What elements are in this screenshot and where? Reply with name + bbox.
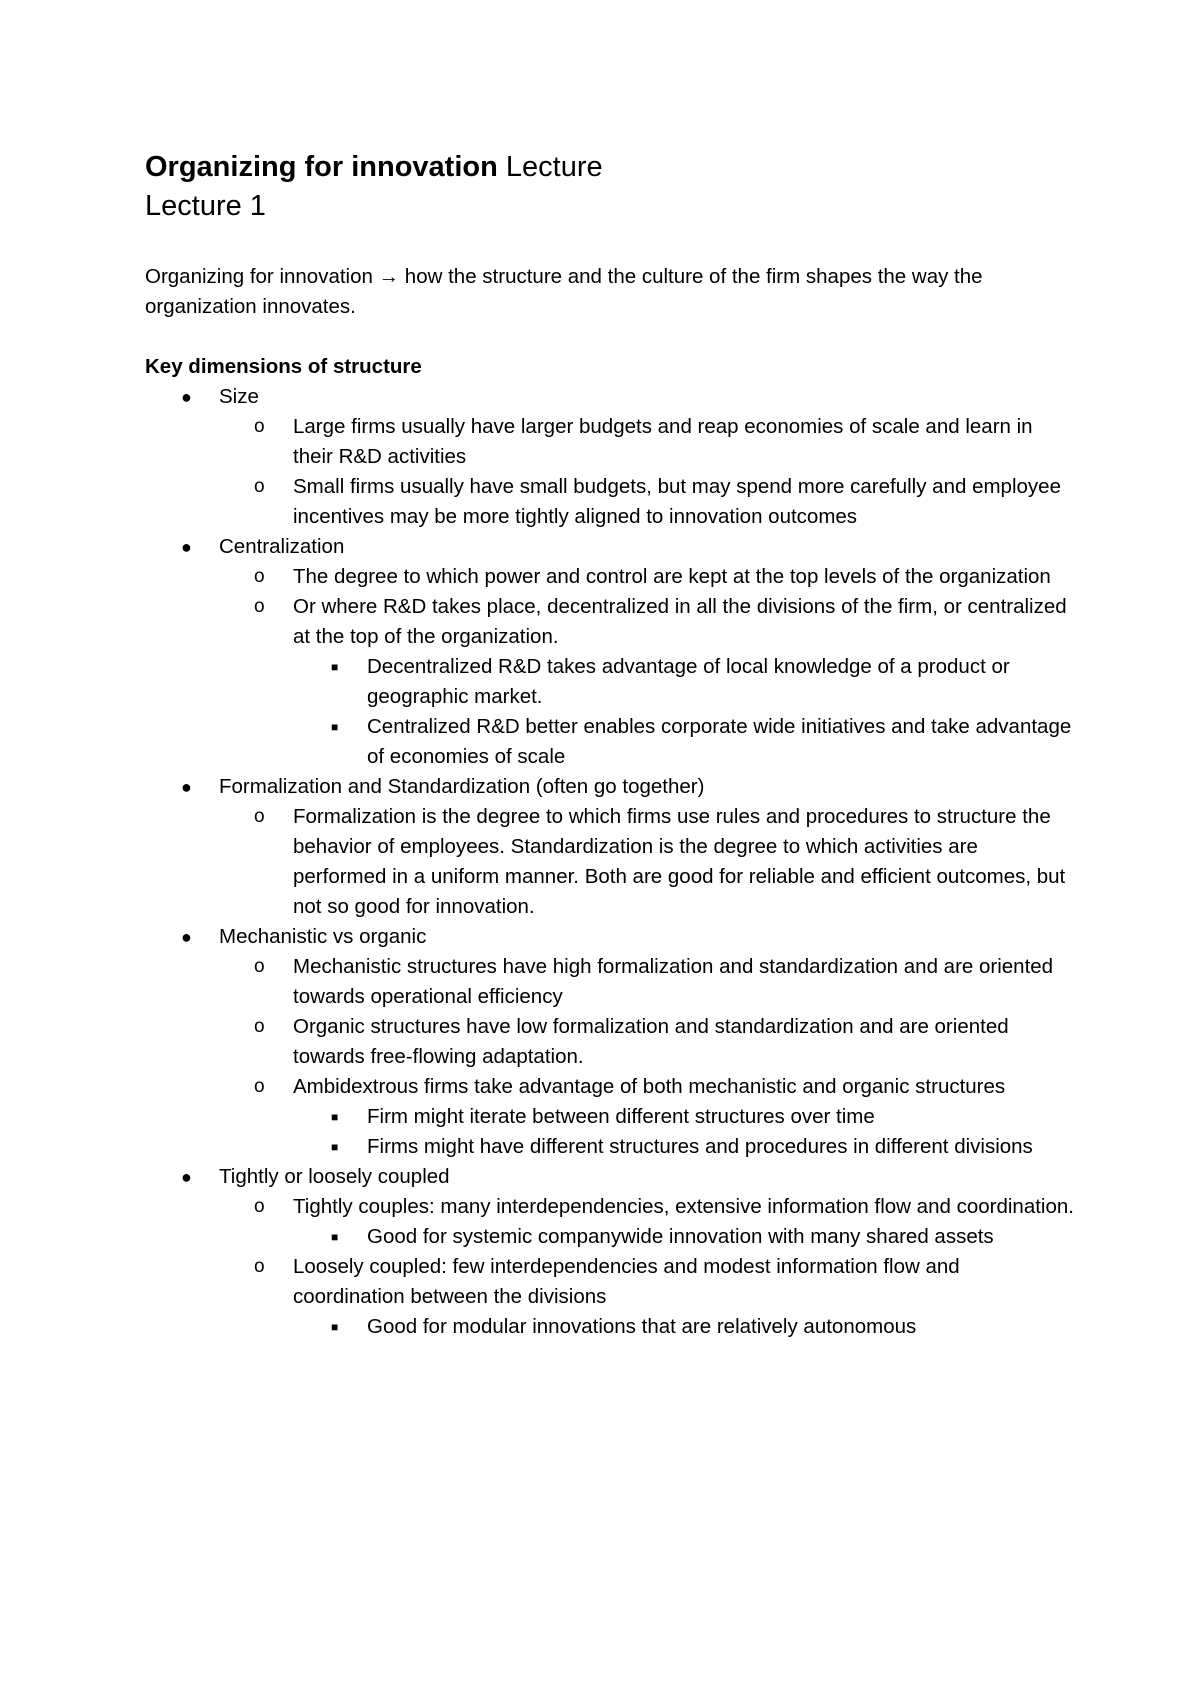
sub-sub-bullet-text: Firms might have different structures and procedures in different divisions	[367, 1135, 1033, 1158]
sub-bullet-item	[219, 592, 1075, 772]
sub-bullet-item	[219, 1072, 1075, 1162]
bullet-item	[145, 772, 1075, 922]
sub-sub-bullet-item	[293, 652, 1075, 712]
sub-bullet-text: Or where R&D takes place, decentralized in all the divisions of the firm, or centralized at the top of the organization.	[293, 595, 1067, 648]
circle-bullet-icon: o	[254, 956, 265, 977]
bullet-label: Centralization	[219, 535, 345, 558]
bullet-item	[145, 532, 1075, 772]
sub-bullet-text: Loosely coupled: few interdependencies and modest information flow and coordination between the divisions	[293, 1255, 960, 1308]
circle-bullet-icon: o	[254, 596, 265, 617]
sub-sub-bullet-list	[293, 1312, 1075, 1342]
sub-bullet-text: Tightly couples: many interdependencies, extensive information flow and coordination.	[293, 1195, 1074, 1218]
sub-sub-bullet-item	[293, 1312, 1075, 1342]
sub-bullet-text: Formalization is the degree to which firms use rules and procedures to structure the behavior of employees. Standardization is the degree to which activities are performed in a uniform manner. Both are good for reliable and efficient outcomes, but not so good for innovation.	[293, 805, 1066, 918]
bullet-item	[145, 1162, 1075, 1342]
sub-bullet-list	[219, 1192, 1075, 1342]
circle-bullet-icon: o	[254, 1016, 265, 1037]
sub-bullet-text: The degree to which power and control are kept at the top levels of the organization	[293, 565, 1051, 588]
sub-sub-bullet-text: Good for modular innovations that are relatively autonomous	[367, 1315, 917, 1338]
bullet-dot-icon: ●	[181, 537, 192, 557]
bullet-dot-icon: ●	[181, 1167, 192, 1187]
square-bullet-icon: ■	[331, 1110, 339, 1124]
sub-sub-bullet-list	[293, 652, 1075, 772]
sub-sub-bullet-list	[293, 1102, 1075, 1162]
bullet-label: Mechanistic vs organic	[219, 925, 427, 948]
section-heading: Key dimensions of structure	[145, 355, 422, 378]
bullet-label: Tightly or loosely coupled	[219, 1165, 450, 1188]
square-bullet-icon: ■	[331, 660, 339, 674]
sub-bullet-item	[219, 952, 1075, 1012]
sub-bullet-item	[219, 802, 1075, 922]
sub-bullet-text: Large firms usually have larger budgets and reap economies of scale and learn in their R&D activities	[293, 415, 1033, 468]
bullet-dot-icon: ●	[181, 387, 192, 407]
circle-bullet-icon: o	[254, 806, 265, 827]
square-bullet-icon: ■	[331, 1140, 339, 1154]
document-title-rest: Lecture	[497, 151, 603, 183]
sub-bullet-list	[219, 562, 1075, 772]
bullet-dot-icon: ●	[181, 927, 192, 947]
circle-bullet-icon: o	[254, 416, 265, 437]
square-bullet-icon: ■	[331, 720, 339, 734]
document-body	[145, 262, 1075, 1342]
bullet-item	[145, 382, 1075, 532]
sub-bullet-item	[219, 562, 1075, 592]
bullet-dot-icon: ●	[181, 777, 192, 797]
sub-bullet-text: Organic structures have low formalization and standardization and are oriented towards free-flowing adaptation.	[293, 1015, 1009, 1068]
document-subtitle: Lecture 1	[145, 190, 266, 222]
circle-bullet-icon: o	[254, 1196, 265, 1217]
bullet-label: Size	[219, 385, 259, 408]
sub-bullet-text: Mechanistic structures have high formalization and standardization and are oriented towards operational efficiency	[293, 955, 1054, 1008]
square-bullet-icon: ■	[331, 1230, 339, 1244]
sub-bullet-item	[219, 1012, 1075, 1072]
sub-bullet-list	[219, 412, 1075, 532]
sub-bullet-text: Ambidextrous firms take advantage of both mechanistic and organic structures	[293, 1075, 1006, 1098]
sub-sub-bullet-text: Decentralized R&D takes advantage of local knowledge of a product or geographic market.	[367, 655, 1010, 708]
sub-sub-bullet-text: Good for systemic companywide innovation with many shared assets	[367, 1225, 994, 1248]
sub-bullet-list	[219, 802, 1075, 922]
sub-sub-bullet-text: Firm might iterate between different structures over time	[367, 1105, 875, 1128]
circle-bullet-icon: o	[254, 566, 265, 587]
bullet-label: Formalization and Standardization (often go together)	[219, 775, 705, 798]
document-title-bold: Organizing for innovation	[145, 151, 498, 183]
sub-sub-bullet-text: Centralized R&D better enables corporate wide initiatives and take advantage of economies of scale	[367, 715, 1072, 768]
sub-bullet-text: Small firms usually have small budgets, but may spend more carefully and employee incentives may be more tightly aligned to innovation outcomes	[293, 475, 1061, 528]
sub-sub-bullet-item	[293, 1222, 1075, 1252]
circle-bullet-icon: o	[254, 476, 265, 497]
intro-paragraph: Organizing for innovation → how the structure and the culture of the firm shapes the way the organization innovates.	[145, 265, 983, 318]
sub-bullet-list	[219, 952, 1075, 1162]
document-title	[145, 147, 603, 187]
sub-sub-bullet-item	[293, 1132, 1075, 1162]
sub-sub-bullet-item	[293, 712, 1075, 772]
circle-bullet-icon: o	[254, 1076, 265, 1097]
sub-bullet-item	[219, 472, 1075, 532]
sub-sub-bullet-list	[293, 1222, 1075, 1252]
sub-bullet-item	[219, 1192, 1075, 1252]
bullet-item	[145, 922, 1075, 1162]
bullet-list	[145, 382, 1075, 1342]
sub-bullet-item	[219, 412, 1075, 472]
square-bullet-icon: ■	[331, 1320, 339, 1334]
circle-bullet-icon: o	[254, 1256, 265, 1277]
sub-bullet-item	[219, 1252, 1075, 1342]
sub-sub-bullet-item	[293, 1102, 1075, 1132]
